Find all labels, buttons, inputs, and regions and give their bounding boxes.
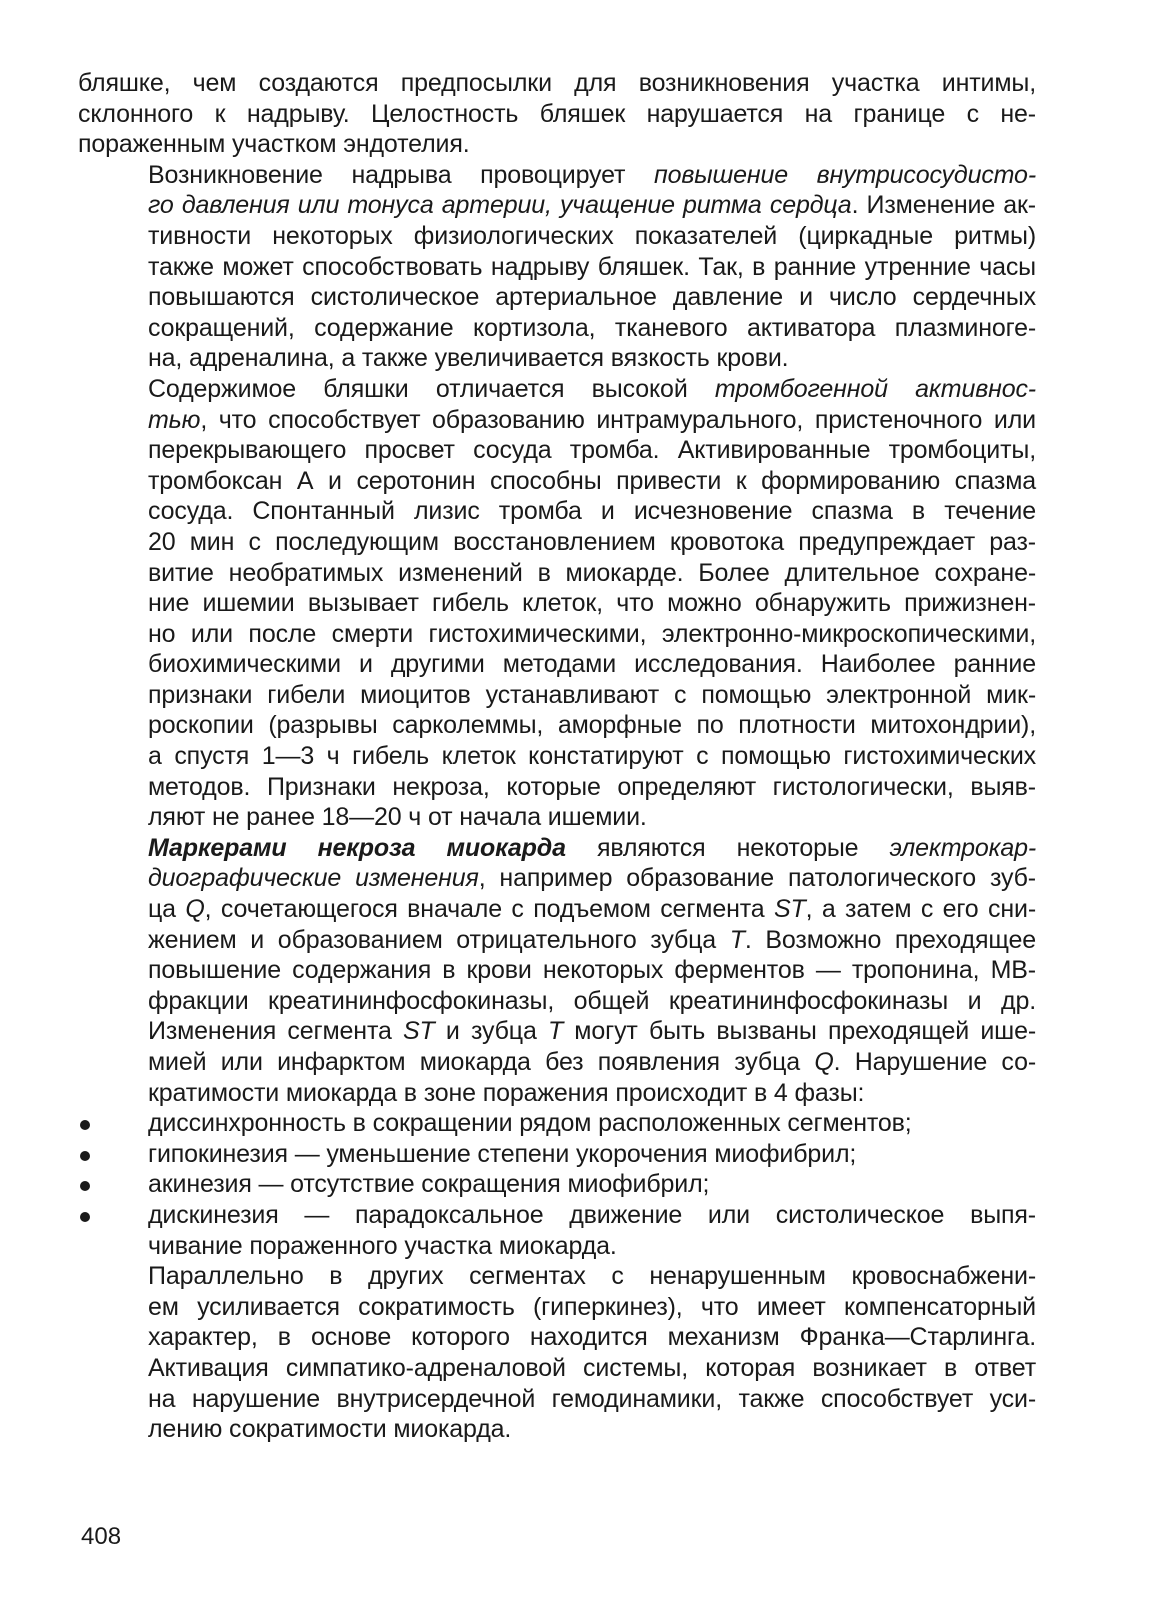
- text-line: [78, 1292, 1036, 1323]
- list-item: [78, 1108, 1036, 1139]
- text-run: а спустя 1—3 ч гибель клеток констатируют с помощью гистохимических: [148, 742, 1036, 771]
- list-item-text: акинезия — отсутствие сокращения миофибрил;: [148, 1170, 710, 1199]
- text-run: роскопии (разрывы сарколеммы, аморфные по плотности митохондрии),: [148, 711, 1036, 740]
- text-line: [78, 1078, 1036, 1109]
- text-run: сокращений, содержание кортизола, тканевого активатора плазминоге-: [148, 313, 1036, 342]
- text-run: , сочетающегося вначале с подъемом сегмента: [204, 895, 774, 924]
- text-line: [78, 1384, 1036, 1415]
- text-run: являются некоторые: [565, 833, 890, 862]
- text-line: [78, 894, 1036, 925]
- text-line: [78, 1261, 1036, 1292]
- text-run: Q: [814, 1048, 834, 1076]
- bullet-icon: [80, 1151, 90, 1161]
- page-body: [78, 68, 1036, 1445]
- text-line: [78, 68, 1036, 99]
- text-run: Параллельно в других сегментах с ненарушенным кровоснабжени-: [148, 1262, 1036, 1291]
- text-run: сосуда. Спонтанный лизис тромба и исчезновение спазма в течение: [148, 497, 1036, 526]
- text-run: Q: [185, 895, 205, 924]
- text-run: на нарушение внутрисердечной гемодинамики, также способствует уси-: [148, 1384, 1036, 1413]
- page-number: 408: [81, 1523, 122, 1550]
- text-run: витие необратимых изменений в миокарде. Более длительное сохране-: [148, 558, 1036, 587]
- list-item: [78, 1169, 1036, 1200]
- text-line: [78, 129, 1036, 160]
- text-line: [78, 343, 1036, 374]
- text-run: характер, в основе которого находится механизм Франка—Старлинга.: [148, 1323, 1036, 1352]
- text-line: [78, 99, 1036, 130]
- text-line: [78, 741, 1036, 772]
- text-run: склонного к надрыву. Целостность бляшек нарушается на границе с не-: [78, 99, 1036, 128]
- text-run: и зубца: [434, 1017, 548, 1046]
- text-run: ние ишемии вызывает гибель клеток, что можно обнаружить прижизнен-: [148, 589, 1036, 618]
- text-run: признаки гибели миоцитов устанавливают с помощью электронной мик-: [148, 680, 1036, 709]
- text-line: [78, 1353, 1036, 1384]
- text-run: повышение содержания в крови некоторых ферментов — тропонина, МВ-: [148, 956, 1036, 985]
- text-run: пораженным участком эндотелия.: [78, 130, 470, 159]
- text-run: Т: [547, 1017, 564, 1046]
- text-run: тромбогенной активнос-: [714, 374, 1036, 403]
- text-line: [78, 1322, 1036, 1353]
- text-run: мией или инфарктом миокарда без появления зубца: [148, 1048, 815, 1076]
- text-line: [78, 649, 1036, 680]
- text-run: . Изменение ак-: [851, 191, 1036, 220]
- text-run: , что способствует образованию интрамурального, пристеночного или: [200, 405, 1036, 434]
- text-run: Изменения сегмента: [148, 1017, 403, 1046]
- text-line: [78, 221, 1036, 252]
- text-line: [78, 405, 1036, 436]
- paragraph: [78, 160, 1036, 374]
- text-run: лению сократимости миокарда.: [148, 1415, 512, 1444]
- text-line: [78, 710, 1036, 741]
- text-run: . Возможно преходящее: [744, 925, 1036, 954]
- text-line: [78, 160, 1036, 191]
- paragraph: [78, 374, 1036, 833]
- paragraph: [78, 833, 1036, 1108]
- list-item-text: гипокинезия — уменьшение степени укорочения миофибрил;: [148, 1139, 857, 1168]
- text-run: жением и образованием отрицательного зубца: [148, 925, 730, 954]
- list-item: [78, 1200, 1036, 1261]
- list-item-text: диссинхронность в сокращении рядом расположенных сегментов;: [148, 1109, 912, 1138]
- text-line: [78, 527, 1036, 558]
- text-line: [78, 1016, 1036, 1047]
- text-run: ляют не ранее 18—20 ч от начала ишемии.: [148, 803, 647, 832]
- text-run: повышение внутрисосудисто-: [654, 160, 1036, 189]
- text-line: [78, 680, 1036, 711]
- text-run: фракции креатининфосфокиназы, общей креатининфосфокиназы и др.: [148, 986, 1036, 1015]
- text-line: [78, 863, 1036, 894]
- text-run: 20 мин с последующим восстановлением кровотока предупреждает раз-: [148, 527, 1036, 556]
- text-run: Т: [729, 925, 745, 954]
- text-line: [78, 772, 1036, 803]
- text-run: ST: [773, 895, 806, 924]
- bullet-icon: [80, 1212, 90, 1222]
- text-run: но или после смерти гистохимическими, электронно-микроскопическими,: [148, 619, 1036, 648]
- text-line: [78, 190, 1036, 221]
- text-run: , например образование патологического зуб-: [478, 864, 1036, 893]
- text-line: [78, 1414, 1036, 1445]
- text-run: . Нарушение со-: [833, 1048, 1036, 1076]
- text-run: ST: [402, 1017, 435, 1046]
- paragraph: [78, 1261, 1036, 1445]
- paragraph: [78, 68, 1036, 160]
- text-run: кратимости миокарда в зоне поражения происходит в 4 фазы:: [148, 1078, 865, 1107]
- text-run: тромбоксан А и серотонин способны привести к формированию спазма: [148, 466, 1036, 495]
- text-run: , а затем с его сни-: [805, 895, 1036, 924]
- text-run: тью: [148, 405, 201, 434]
- text-run: на, адреналина, а также увеличивается вязкость крови.: [148, 344, 789, 373]
- text-line: [78, 955, 1036, 986]
- text-run: ца: [148, 895, 186, 924]
- text-line: [78, 833, 1036, 864]
- text-run: Содержимое бляшки отличается высокой: [148, 374, 715, 403]
- text-run: ем усиливается сократимость (гиперкинез), что имеет компенсаторный: [148, 1292, 1036, 1321]
- text-line: [78, 282, 1036, 313]
- text-line: [78, 558, 1036, 589]
- text-run: перекрывающего просвет сосуда тромба. Активированные тромбоциты,: [148, 436, 1036, 465]
- text-run: бляшке, чем создаются предпосылки для возникновения участка интимы,: [78, 69, 1036, 97]
- list-item-text: дискинезия — парадоксальное движение или систолическое выпя-: [148, 1200, 1036, 1229]
- text-line: [78, 925, 1036, 956]
- phase-list: [78, 1108, 1036, 1261]
- text-run: го давления или тонуса артерии, учащение ритма сердца: [148, 191, 852, 220]
- text-line: [78, 313, 1036, 344]
- text-run: методов. Признаки некроза, которые определяют гистологически, выяв-: [148, 772, 1036, 801]
- text-run: повышаются систолическое артериальное давление и число сердечных: [148, 283, 1036, 312]
- text-run: биохимическими и другими методами исследования. Наиболее ранние: [148, 650, 1036, 679]
- text-run: могут быть вызваны преходящей ише-: [563, 1017, 1036, 1046]
- text-line: [78, 496, 1036, 527]
- text-line: [78, 252, 1036, 283]
- text-run: Активация симпатико-адреналовой системы, которая возникает в ответ: [148, 1353, 1036, 1382]
- closing-paragraph-container: [78, 1261, 1036, 1445]
- text-line: [78, 588, 1036, 619]
- text-run: Возникновение надрыва провоцирует: [148, 160, 654, 189]
- text-run: также может способствовать надрыву бляшек. Так, в ранние утренние часы: [148, 252, 1036, 281]
- text-line: [78, 466, 1036, 497]
- text-run: диографические изменения: [148, 864, 479, 893]
- text-line: [78, 1047, 1036, 1078]
- bullet-icon: [80, 1181, 90, 1191]
- list-item: [78, 1139, 1036, 1170]
- text-run: Маркерами некроза миокарда: [148, 833, 566, 862]
- text-line: [78, 374, 1036, 405]
- paragraph-container: [78, 68, 1036, 1108]
- text-run: тивности некоторых физиологических показателей (циркадные ритмы): [148, 221, 1036, 250]
- text-line: [78, 435, 1036, 466]
- text-line: [78, 802, 1036, 833]
- text-run: электрокар-: [889, 833, 1037, 862]
- list-item-text: чивание пораженного участка миокарда.: [148, 1231, 617, 1260]
- bullet-icon: [80, 1120, 90, 1130]
- text-line: [78, 986, 1036, 1017]
- text-line: [78, 619, 1036, 650]
